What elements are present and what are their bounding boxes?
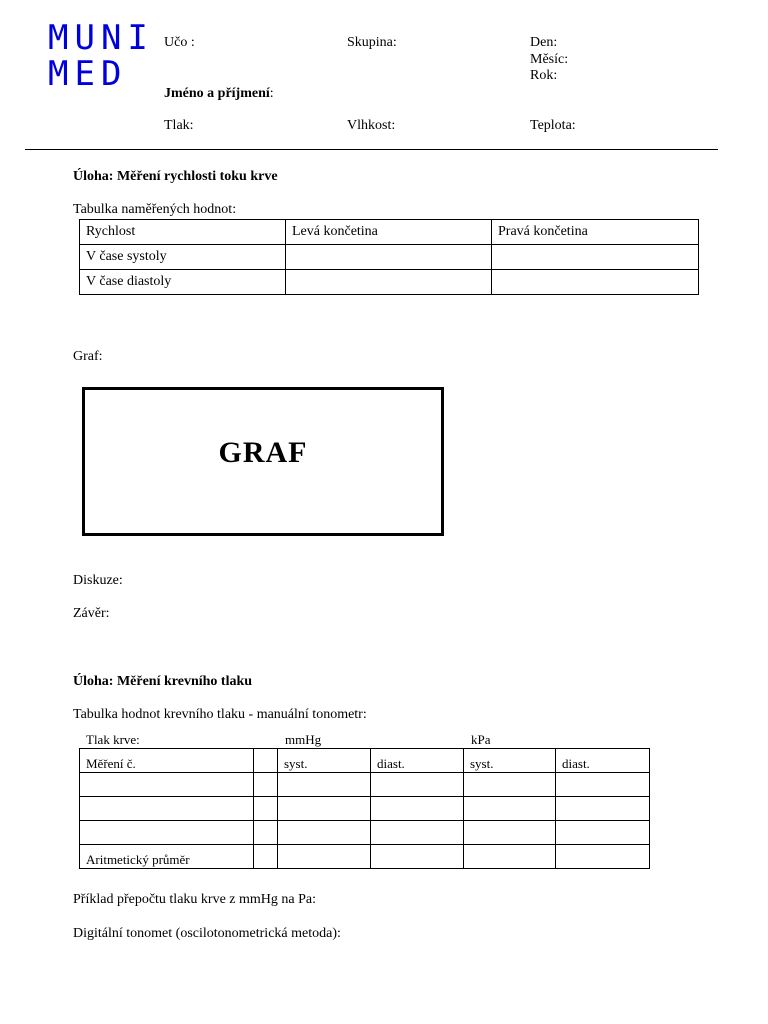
logo-line-muni: MUNI [48,18,154,58]
table-cell[interactable] [254,797,278,821]
table-cell[interactable] [254,821,278,845]
table-cell[interactable] [254,845,278,869]
header-cell-syst-mmhg: syst. [278,749,371,773]
velocity-table [79,219,699,295]
graf-label: Graf: [73,349,103,364]
task1-title: Úloha: Měření rychlosti toku krve [73,169,278,184]
table-cell[interactable] [278,797,371,821]
table-cell[interactable] [80,821,254,845]
header-cell-leva: Levá končetina [286,220,492,245]
table-row [80,220,699,245]
table-row [80,845,650,869]
task1-table-caption: Tabulka naměřených hodnot: [73,202,237,217]
table-cell[interactable] [80,773,254,797]
teplota-label: Teplota: [530,118,576,133]
table-cell[interactable] [278,773,371,797]
cell-systoly-leva[interactable] [286,245,492,270]
tlak-krve-label: Tlak krve: [86,732,140,747]
task2-title: Úloha: Měření krevního tlaku [73,674,253,689]
digitalni-label: Digitální tonomet (oscilotonometrická metoda): [73,926,341,941]
table-cell[interactable] [556,821,650,845]
cell-diastoly-prava[interactable] [492,270,699,295]
kpa-label: kPa [471,732,491,747]
mmhg-label: mmHg [285,732,322,747]
table-cell[interactable] [371,773,464,797]
jmeno-label [164,86,274,102]
table-row [80,821,650,845]
table-row [80,270,699,295]
priklad-label: Příklad přepočtu tlaku krve z mmHg na Pa: [73,892,316,907]
table-cell[interactable] [254,773,278,797]
header-cell-diast-mmhg: diast. [371,749,464,773]
graf-placeholder-text: GRAF [218,436,308,469]
table-cell[interactable] [556,797,650,821]
table-cell[interactable] [464,773,556,797]
table-cell[interactable] [278,845,371,869]
header-cell-syst-kpa: syst. [464,749,556,773]
jmeno-colon: : [269,86,274,101]
den-label: Den: [530,35,558,50]
header-cell-blank [254,749,278,773]
logo-line-med: MED [48,54,128,94]
uco-label: Učo : [164,35,195,50]
zaver-label: Závěr: [73,606,110,621]
table-cell[interactable] [371,821,464,845]
tlak-label: Tlak: [164,118,194,133]
table-cell[interactable] [556,773,650,797]
header-divider [25,149,718,150]
blood-pressure-table [79,748,650,869]
table-cell[interactable] [371,797,464,821]
skupina-label: Skupina: [347,35,397,50]
vlhkost-label: Vlhkost: [347,118,396,133]
table-cell[interactable] [464,797,556,821]
cell-diastoly-leva[interactable] [286,270,492,295]
table-cell[interactable] [80,797,254,821]
graf-placeholder-box [82,387,444,536]
jmeno-text: Jméno a příjmení [164,86,270,101]
cell-systoly-prava[interactable] [492,245,699,270]
diskuze-label: Diskuze: [73,573,123,588]
table-cell[interactable] [556,845,650,869]
mesic-label: Měsíc: [530,52,569,67]
table-row [80,749,650,773]
header-cell-prava: Pravá končetina [492,220,699,245]
muni-med-logo [48,20,154,92]
table-cell[interactable] [278,821,371,845]
rok-label: Rok: [530,68,558,83]
header-cell-mereni: Měření č. [80,749,254,773]
table-cell[interactable] [464,845,556,869]
table-row [80,245,699,270]
row-label-diastoly: V čase diastoly [80,270,286,295]
header-cell-diast-kpa: diast. [556,749,650,773]
task2-table-caption: Tabulka hodnot krevního tlaku - manuální tonometr: [73,707,367,722]
row-label-systoly: V čase systoly [80,245,286,270]
table-row [80,797,650,821]
table-cell[interactable] [371,845,464,869]
table-cell[interactable] [464,821,556,845]
table-row [80,773,650,797]
row-label-prumer: Aritmetický průměr [80,845,254,869]
header-cell-rychlost: Rychlost [80,220,286,245]
